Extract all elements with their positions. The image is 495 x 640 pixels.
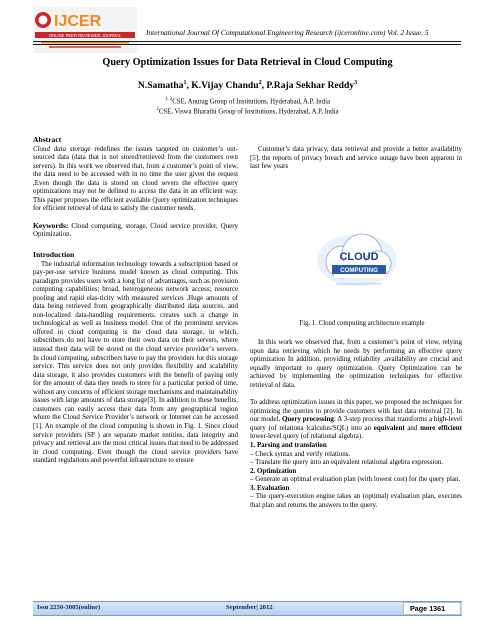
step-item: – Generate an optimal evaluation plan (with lowest cost) for the query plan. — [250, 475, 461, 484]
step-heading: 3. Evaluation — [250, 483, 290, 492]
footer-date: September| 2012 — [226, 604, 273, 611]
footer-page-box — [403, 602, 461, 615]
text-run: and — [404, 423, 421, 432]
header-rule — [33, 41, 461, 42]
figure-caption: Fig. 1. Cloud computing architecture example — [299, 320, 425, 327]
term-query-processing: Query processing — [282, 415, 334, 424]
step-item: – Translate the query into an equivalent relational algebra expression. — [250, 458, 444, 467]
abstract-heading: Abstract — [33, 135, 62, 144]
cloud-computing-figure — [312, 218, 402, 304]
right-column-top — [250, 145, 462, 171]
figure-label-computing: COMPUTING — [340, 267, 378, 274]
footer-page-label: Page — [410, 604, 428, 613]
author-sup: 3 — [354, 80, 358, 86]
journal-logo — [33, 7, 137, 53]
keywords-text: Cloud computing, storage, Cloud service provider, Query Optimization. — [33, 221, 238, 239]
affiliation-sup: 2 — [156, 107, 159, 112]
author-name: P.Raja Sekhar Reddy — [266, 80, 355, 92]
step-heading: 1. Parsing and translation — [250, 441, 327, 450]
right-paragraph: In this work we observed that, from a customer’s point of view, relying upon data retrieving which he needs by performing an effective query optimization In addition, providing reliability ,availability are crucial and equally important to query optimization. Query Optimization can be achieved by implementing the optimization techniques for effective retrieval of data. — [250, 338, 462, 389]
footer-issn: Issn 2250-3005(online) — [37, 604, 101, 611]
author-name: N.Samatha — [137, 80, 184, 92]
author-sup: 2 — [258, 80, 262, 86]
author-name: K.Vijay Chandu — [191, 80, 259, 92]
author-sup: 1 — [183, 80, 187, 86]
footer-page-value: 1361 — [429, 604, 446, 613]
step-item: – The query-execution engine takes an (optimal) evaluation plan, executes that plan and returns the answers to the query. — [250, 492, 462, 509]
keywords — [33, 222, 238, 239]
introduction-heading: Introduction — [33, 250, 75, 260]
affiliation-line — [0, 107, 495, 115]
term-equivalent: equivalent — [373, 423, 405, 432]
author-list: N.Samatha$^1$, K.Vijay Chandu$^2$, P.Raja Sekhar Reddy$^3$ — [137, 80, 358, 92]
affiliation-text: CSE, Viswa Bharathi Group of Institutions, Hyderabad, A.P, India — [158, 108, 339, 116]
step-item: – Check syntax and verify relations. — [250, 449, 351, 458]
step-heading: 2. Optimization — [250, 466, 297, 475]
term-more-efficient: more efficient — [420, 423, 462, 432]
footer-page-number — [410, 604, 445, 613]
figure-label-cloud: CLOUD — [339, 251, 379, 263]
abstract-lead: Cloud data storage — [33, 144, 91, 153]
abstract-body: redefines the issues targeted on customer’s out-sourced data (data that is not stored/retrieved from the customers own servers). In this work we observed that, from a customer’s point of view, the data need to be accessed with in no time the user given the request ,Even though the data is stored on cloud severs the effective query optimizations may not be defined to access the data in an efficient way. This paper proposes the efficient available Query optimization techniques for efficient retrieval of data to satisfy the customer needs. — [33, 144, 239, 213]
affiliation-text: CSE, Anurag Group of Institutions, Hyderabad, A.P, India — [172, 98, 331, 106]
keywords-label: Keywords: — [33, 220, 69, 230]
right-paragraph: Customer’s data privacy, data retrieval and provide a better availability [5], the reports of privacy breach and service outage have been apparent in last few years — [250, 145, 462, 171]
affiliation-sup: 1, 3 — [164, 97, 173, 102]
text-run: To address optimization issues in this paper, we proposed the techniques for optimizing the queries to provide customers with fast data retreival [2]. In our model, — [250, 398, 462, 424]
right-column-bottom — [250, 338, 462, 509]
right-paragraph-query-processing — [250, 398, 462, 441]
left-column — [33, 136, 238, 465]
text-run: : A 3-step process that transforms a high-level query (of relationa lcalculus/SQL) into an — [250, 415, 462, 432]
affiliation-line — [0, 97, 495, 105]
header-rule-thin — [33, 44, 461, 45]
abstract-text — [33, 145, 238, 213]
text-run: lower-level query (of relational algebra). — [250, 432, 363, 441]
logo-name: IJCER — [54, 13, 102, 30]
paper-title: Query Optimization Issues for Data Retrieval in Cloud Computing — [102, 57, 393, 68]
journal-citation: International Journal Of Computational Engineering Research (ijceronline.com) Vol. 2 Issue. 5 — [146, 28, 429, 37]
logo-tagline: ONLINE PEER REVIEWED JOURNAL — [48, 33, 122, 38]
introduction-text: The industrial information technology towards a subscription based or pay-per-use service business model known as cloud computing. This paradigm provides users with a long list of advantages, such as provision computing capabilities; broad, heterogeneous network access; resource pooling and rapid elas-ticity with measured services .Huge amounts of data being retrieved from geographically distributed data sources, and non-localized data-handling requirements, creates such a change in technological as well as business model. One of the prominent services offered in cloud computing is the cloud data storage, in which, subscribers do not have to store their own data on their servers, where instead their data will be stored on the cloud service provider’s servers. In cloud computing, subscribers have to pay the providers for this storage service. This service does not only provides flexibility and scalability data storage, it also provides customers with the benefit of paying only for the amount of data they needs to store for a particular period of time, without any concerns of efficient storage mechanisms and maintainability issues with large amounts of data storage[3]. In addition to these benefits, customers can easily access their data from any geographical region where the Cloud Service Provider’s network or Internet can be accessed [1]. An example of the cloud computing is shown in Fig. 1. Since cloud service providers (SP ) are separate market entities, data integrity and privacy and retrieval are the most critical issues that need to be addressed in cloud computing. Even though the cloud service providers have standard regulations and powerful infrastructure to ensure — [33, 259, 238, 465]
